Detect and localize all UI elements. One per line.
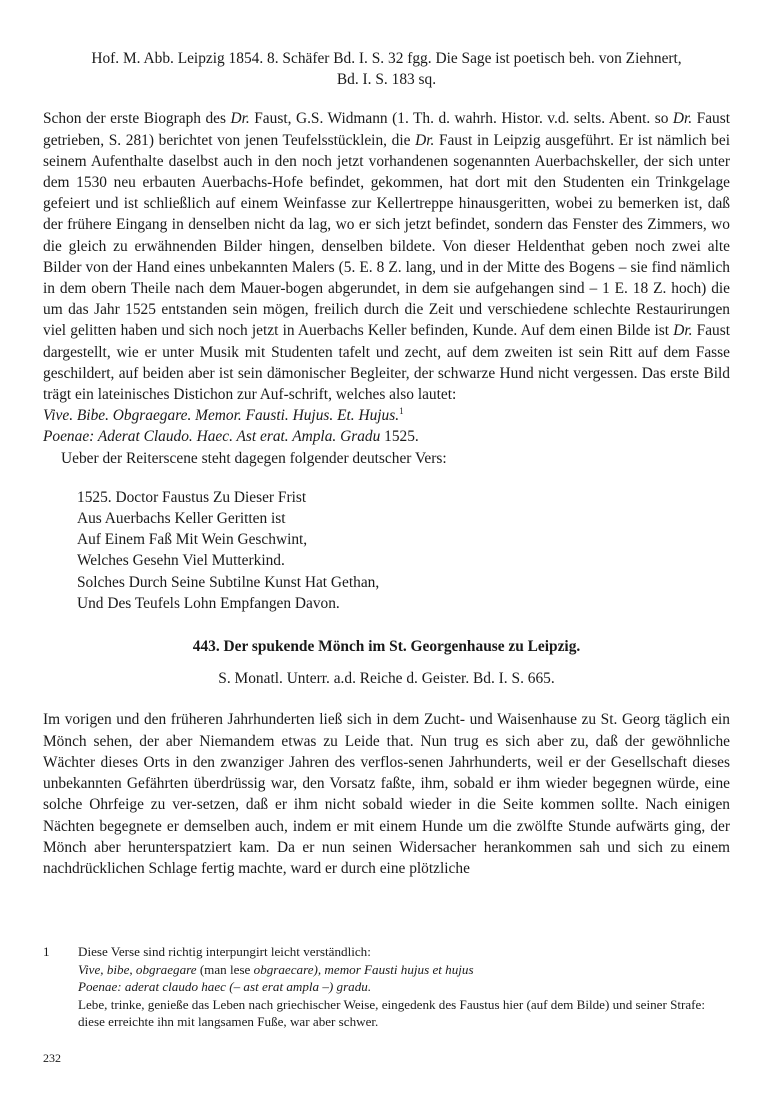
text-segment-italic: Dr. [672, 110, 693, 128]
footnote-number: 1 [43, 944, 50, 959]
paragraph-faust [43, 108, 730, 468]
latin-text: Vive. Bibe. Obgraegare. Memor. Fausti. Hujus. Et. Hujus. [43, 407, 400, 425]
text-segment-italic: Dr. [230, 110, 250, 128]
footnote-line [78, 961, 730, 979]
text-segment: Schon der erste Biograph des [43, 110, 231, 128]
page-number: 232 [43, 1051, 61, 1065]
chapter-body: Im vorigen und den früheren Jahrhunderten ließ sich in dem Zucht- und Waisenhause zu St. Georg täglich ein Mönch sehen, der aber Niemandem etwas zu Leide that. Nun trug es sich aber zu, daß der gewöhnliche Wächter dieses Orts in den zwanziger Jahren des verflos-senen Jahrhunderts, weil er der Gesellschaft dieses unbekannten Gefährten überdrüssig war, den Vorsatz faßte, ihm, sobald er ihm wieder begegnen würde, eine solche Ohrfeige zu ver-setzen, daß er ihm nicht sobald wieder in die Seite kommen sollte. Nach einigen Nächten begegnete er demselben auch, indem er mit einem Hunde um die zwölfte Stunde aufwärts ging, der Mönch aber herunterspatziert kam. Da er nun seinen Widersacher herankommen sah und sich zu einem nachdrücklichen Schlage fertig machte, ward er durch eine plötzliche [43, 711, 730, 877]
footnote-line [78, 978, 730, 996]
year-text: 1525. [380, 428, 419, 446]
source-reference: Hof. M. Abb. Leipzig 1854. 8. Schäfer Bd. I. S. 32 fgg. Die Sage ist poetisch beh. von Ziehnert, Bd. I. S. 183 sq. [91, 50, 682, 89]
text-segment: Faust getrieben, S. 281) berichtet von jenen Teufelsstücklein, die [43, 110, 731, 149]
footnotes [43, 943, 730, 1031]
text-segment: Faust, G.S. Widmann (1. Th. d. wahrh. Histor. v.d. selts. Abent. so [249, 110, 673, 128]
chapter-title: 443. Der spukende Mönch im St. Georgenhause zu Leipzig. [192, 638, 581, 656]
footnote-note: (man lese [196, 961, 254, 977]
text-segment-italic: Dr. [673, 322, 693, 340]
footnote-text [78, 943, 730, 1031]
verse-block [77, 487, 730, 614]
verse-intro: Ueber der Reiterscene steht dagegen folgender deutscher Vers: [61, 449, 447, 467]
verse-line: Welches Gesehn Viel Mutterkind. [77, 552, 285, 570]
chapter-source: S. Monatl. Unterr. a.d. Reiche d. Geister. Bd. I. S. 665. [218, 670, 555, 688]
footnote-line: Diese Verse sind richtig interpungirt leicht verständlich: [78, 944, 371, 959]
verse-line: Auf Einem Faß Mit Wein Geschwint, [77, 531, 308, 549]
footnote-marker[interactable]: 1 [399, 406, 404, 417]
page-content [43, 48, 730, 879]
verse-line: 1525. Doctor Faustus Zu Dieser Frist [77, 488, 307, 506]
text-segment: Faust in Leipzig ausgeführt. Er ist nämlich bei seinem Aufenthalte daselbst auch in den noch jetzt vorhandenen sogenannten Auerbachskeller, der sich unter dem 1530 neu erbauten Auerbachs-Hofe befindet, gekommen, hat dort mit den Studenten ein Trinkgelage gefeiert und ist schließlich auf einem Weinfasse zur Kellertreppe hinausgeritten, wobei zu bemerken ist, daß der frühere Eingang in denselben nicht da lag, wo er sich jetzt befindet, sondern das Fenster des Zimmers, wo die gleich zu erwähnenden Bilder hingen, denselben bildete. Von dieser Heldenthat geben noch zwei alte Bilder von der Hand eines unbekannten Malers (5. E. 8 Z. lang, und in der Mitte des Bogens – sie find nämlich in dem obern Theile nach dem Mauer-bogen abgerundet, in dem sie aufgehangen sind – 1 E. 18 Z. hoch) die um das Jahr 1525 entstanden sein mögen, freilich durch die Zeit und verschiedene schlechte Restaurirungen viel gelitten haben und sich noch jetzt in Auerbachs Keller befinden, Kunde. Auf dem einen Bilde ist [43, 131, 730, 340]
footnote-latin: obgraecare), memor Fausti hujus et hujus [253, 961, 474, 977]
footnote-line: Lebe, trinke, genieße das Leben nach griechischer Weise, eingedenk des Faustus hier (auf dem Bilde) und seiner Strafe: diese erreichte ihn mit langsamen Fuße, war aber schwer. [78, 996, 705, 1030]
text-segment-italic: Dr. [415, 131, 435, 149]
verse-line: Solches Durch Seine Subtilne Kunst Hat Gethan, [77, 573, 380, 591]
verse-line: Aus Auerbachs Keller Geritten ist [77, 510, 286, 528]
latin-text: Poenae: Aderat Claudo. Haec. Ast erat. Ampla. Gradu [43, 428, 381, 446]
text-segment: Faust dargestellt, wie er unter Musik mit Studenten tafelt und zecht, auf dem zweiten ist sein Ritt auf dem Fasse geschildert, auf beiden aber ist sein dämonischer Begleiter, der schwarze Hund nicht vergessen. Das erste Bild trägt ein lateinisches Distichon zur Auf-schrift, welches also lautet: [43, 322, 730, 404]
latin-inscription-line-2 [43, 426, 730, 447]
footnote-latin: Vive, bibe, obgraegare [78, 961, 197, 977]
footnote-latin: Poenae: aderat claudo haec (– ast erat ampla –) gradu. [78, 979, 372, 995]
latin-inscription-line-1 [43, 405, 730, 426]
footnote-item [43, 943, 730, 1031]
verse-line: Und Des Teufels Lohn Empfangen Davon. [77, 594, 340, 612]
